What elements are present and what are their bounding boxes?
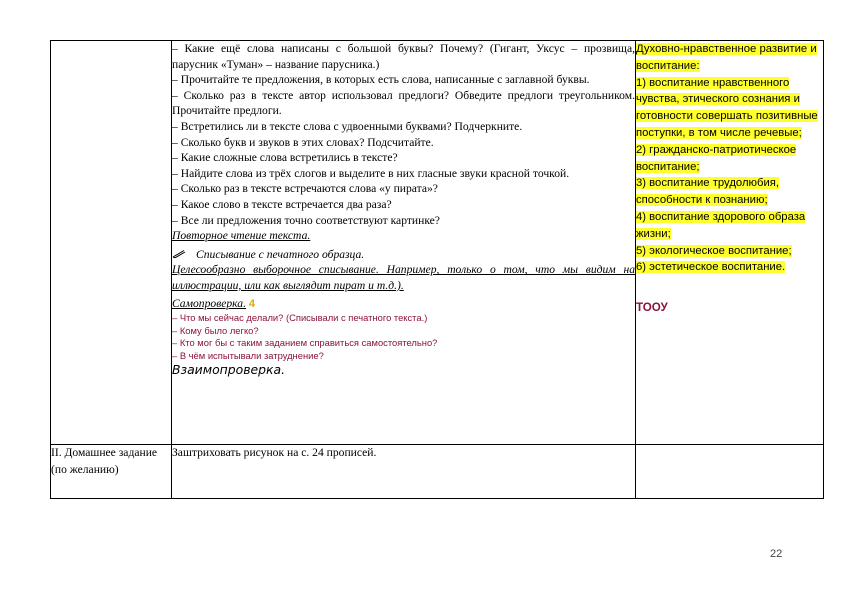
upbringing-cell <box>636 445 824 499</box>
question-line: – Сколько раз в тексте встречаются слова «у пирата»? <box>172 182 438 196</box>
question-line: – Сколько букв и звуков в этих словах? Подсчитайте. <box>172 135 434 149</box>
list-item: 6) эстетическое воспитание. <box>636 261 786 274</box>
list-item: 4) воспитание здорового образа жизни; <box>636 210 806 240</box>
upbringing-cell <box>636 41 824 445</box>
question-line: – Какое слово в тексте встречается два раза? <box>172 197 392 211</box>
list-item: – Кто мог бы с таким заданием справиться самостоятельно? <box>172 337 438 349</box>
copying-heading <box>172 247 635 263</box>
activity-cell: Заштриховать рисунок на с. 24 прописей. <box>172 445 636 499</box>
question-line: – Все ли предложения точно соответствуют картинке? <box>172 213 440 227</box>
list-item: 2) гражданско-патриотическое воспитание; <box>636 143 797 173</box>
reflection-questions <box>172 312 635 362</box>
question-line: – Найдите слова из трёх слогов и выделите в них гласные звуки красной точкой. <box>172 166 570 180</box>
mutual-check: Взаимопроверка. <box>172 362 286 378</box>
self-check-number: 4 <box>248 297 256 310</box>
list-item: – Кому было легко? <box>172 324 259 336</box>
activity-cell <box>172 41 636 445</box>
question-line: – Прочитайте те предложения, в которых есть слова, написанные с заглавной буквы. <box>172 73 590 87</box>
list-item: – Что мы сейчас делали? (Списывали с печатного текста.) <box>172 312 428 324</box>
question-line: – Какие ещё слова написаны с большой буквы? Почему? (Гигант, Уксус – прозвища, парусник «Туман» – название парусника.) <box>172 42 635 71</box>
list-item: 5) экологическое воспитание; <box>636 244 792 257</box>
list-item: 3) воспитание трудолюбия, способности к познанию; <box>636 177 780 207</box>
pencil-icon <box>172 249 186 259</box>
table-row <box>51 41 824 445</box>
copying-title: Списывание с печатного образца. <box>196 247 365 261</box>
tooy-label: ТООУ <box>636 301 668 315</box>
copying-note: Целесообразно выборочное списывание. Например, только о том, что мы видим на иллюстрации, или как выглядит пират и т.д.). <box>172 263 635 292</box>
list-item: – В чём испытывали затруднение? <box>172 349 324 361</box>
question-line: – Сколько раз в тексте автор использовал предлоги? Обведите предлоги треугольником. Прочитайте предлоги. <box>172 88 635 118</box>
table-row <box>51 445 824 499</box>
question-line: – Встретились ли в тексте слова с удвоенными буквами? Подчеркните. <box>172 119 523 133</box>
page-number: 22 <box>770 548 783 560</box>
list-item: Духовно-нравственное развитие и воспитание: <box>636 43 817 72</box>
question-line: – Какие сложные слова встретились в тексте? <box>172 151 398 165</box>
self-check-line <box>172 296 635 313</box>
lesson-table <box>50 40 824 499</box>
list-item: 1) воспитание нравственного чувства, этического сознания и готовности совершать позитивные поступки, в том числе речевые; <box>636 76 818 139</box>
repeat-reading: Повторное чтение текста. <box>172 229 311 243</box>
upbringing-list <box>636 41 823 276</box>
stage-cell: II. Домашнее задание (по желанию) <box>51 445 172 499</box>
self-check-label: Самопроверка. <box>172 296 247 310</box>
stage-cell <box>51 41 172 445</box>
